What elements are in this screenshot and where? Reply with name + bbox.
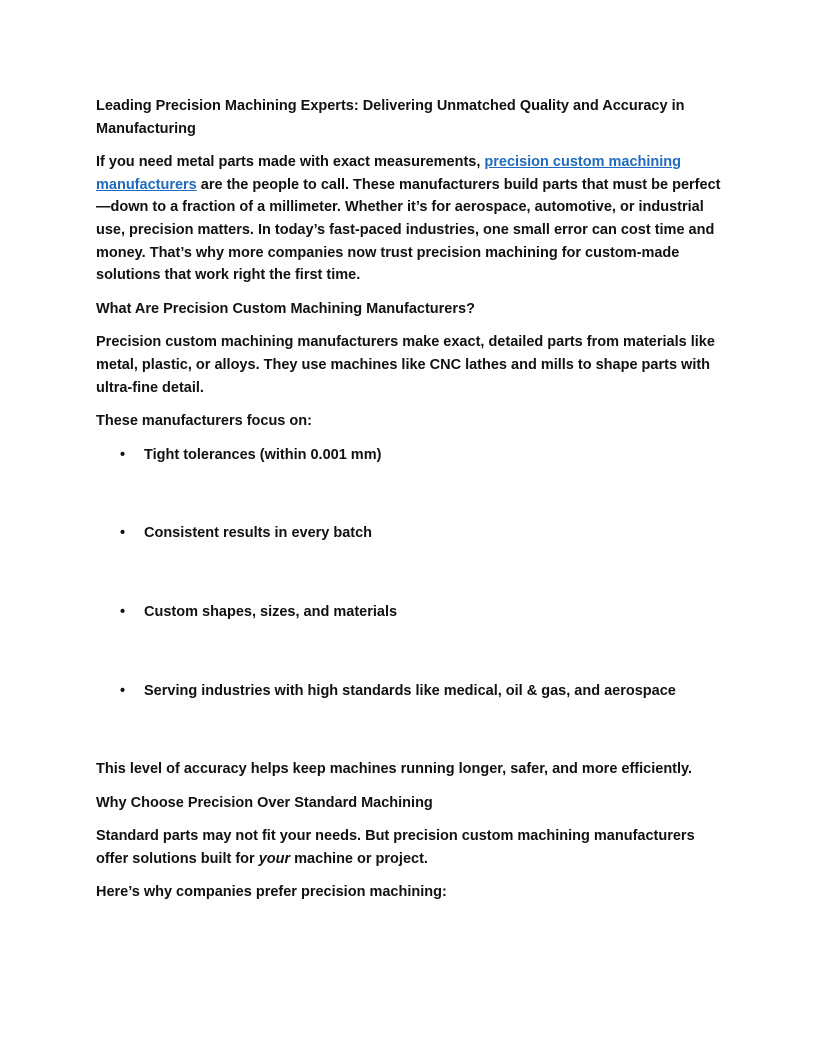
precision-machining-link[interactable]: precision custom machining manufacturers	[96, 154, 682, 193]
focus-intro: These manufacturers focus on:	[96, 413, 312, 430]
bullet-icon: •	[120, 682, 126, 699]
list-item	[96, 601, 724, 680]
document-title: Leading Precision Machining Experts: Delivering Unmatched Quality and Accuracy in Manufacturing	[96, 98, 685, 137]
why-emphasis: your	[258, 850, 291, 867]
heading-what-are: What Are Precision Custom Machining Manufacturers?	[96, 300, 475, 317]
paragraph-what-are: Precision custom machining manufacturers make exact, detailed parts from materials like metal, plastic, or alloys. They use machines like CNC lathes and mills to shape parts with ultra-fine detail.	[96, 334, 715, 396]
intro-prefix: If you need metal parts made with exact measurements,	[96, 154, 485, 171]
why-suffix: machine or project.	[290, 850, 428, 867]
why-prefix: Standard parts may not fit your needs. But precision custom machining manufacturers offer solutions built for	[96, 828, 695, 867]
list-item-text: Tight tolerances (within 0.001 mm)	[144, 446, 382, 463]
heading-why-choose: Why Choose Precision Over Standard Machining	[96, 794, 433, 811]
list-item-text: Serving industries with high standards like medical, oil & gas, and aerospace	[144, 682, 676, 699]
document-body	[96, 95, 724, 915]
list-item-text: Consistent results in every batch	[144, 525, 373, 542]
list-item	[96, 680, 724, 759]
list-item	[96, 444, 724, 523]
list-item-text: Custom shapes, sizes, and materials	[144, 603, 398, 620]
bullet-icon: •	[120, 603, 126, 620]
list-item	[96, 522, 724, 601]
bullet-icon: •	[120, 446, 126, 463]
paragraph-why-choose	[96, 825, 724, 870]
intro-paragraph	[96, 151, 724, 287]
prefer-intro: Here’s why companies prefer precision machining:	[96, 884, 447, 901]
bullet-icon: •	[120, 525, 126, 542]
intro-suffix: are the people to call. These manufacturers build parts that must be perfect—down to a fraction of a millimeter. Whether it’s for aerospace, automotive, or industrial use, precision matters. In today’s fast-paced industries, one small error can cost time and money. That’s why more companies now trust precision machining for custom-made solutions that work right the first time.	[96, 176, 721, 284]
accuracy-paragraph: This level of accuracy helps keep machines running longer, safer, and more efficiently.	[96, 761, 693, 778]
focus-list	[96, 444, 724, 758]
